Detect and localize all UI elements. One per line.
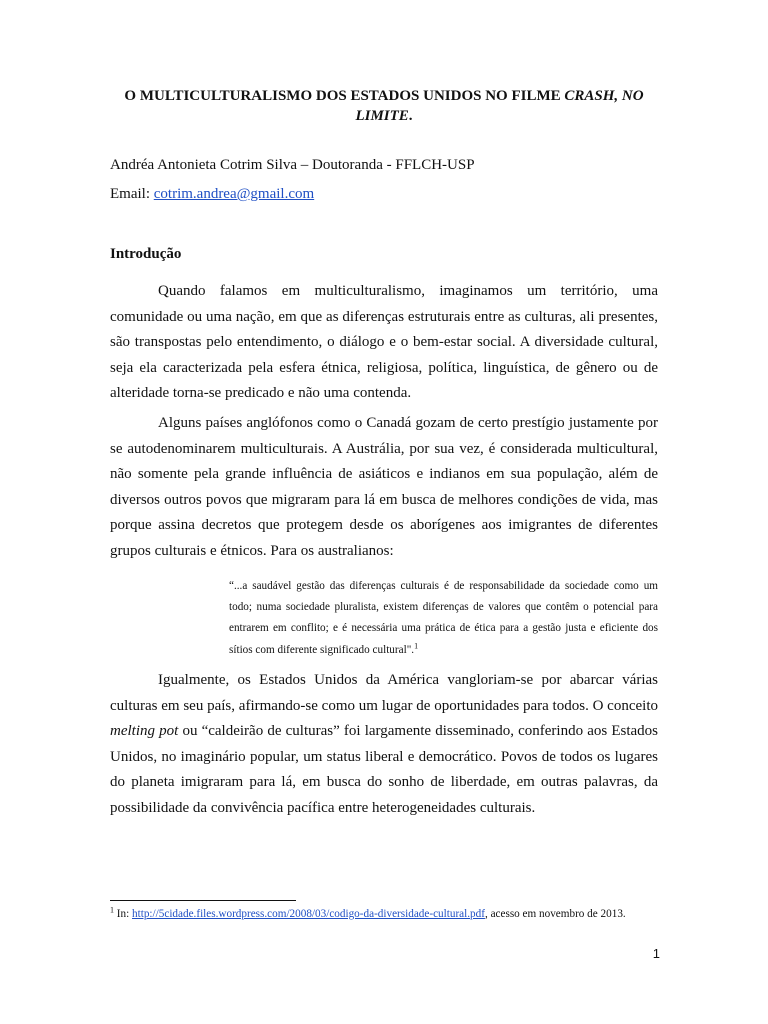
document-title: [110, 86, 658, 126]
quote-footnote-marker[interactable]: 1: [414, 640, 419, 650]
title-period: .: [408, 108, 413, 124]
email-label: Email:: [110, 186, 154, 202]
title-text: O MULTICULTURALISMO DOS ESTADOS UNIDOS NO FILME: [124, 88, 565, 104]
footnote-divider: [110, 900, 296, 901]
page-number: 1: [652, 946, 660, 961]
author-line: Andréa Antonieta Cotrim Silva – Doutoranda - FFLCH-USP: [110, 157, 475, 173]
paragraph-2: Alguns países anglófonos como o Canadá gozam de certo prestígio justamente por se autodenominarem multiculturais. A Austrália, por sua vez, é considerada multicultural, não somente pela grande influência de asiáticos e indianos em sua população, além de diversos outros povos que migraram para lá em busca de melhores condições de vida, mas porque assina decretos que protegem desde os aborígenes aos imigrantes de diferentes grupos culturais e étnicos. Para os australianos:: [110, 415, 658, 559]
title-film-name: CRASH, NO LIMITE: [355, 88, 644, 124]
section-heading: Introdução: [110, 246, 182, 262]
footnote: [110, 907, 658, 922]
footnote-suffix: , acesso em novembro de 2013.: [484, 908, 626, 920]
footnote-prefix: In:: [114, 908, 133, 920]
email-link[interactable]: cotrim.andrea@gmail.com: [153, 186, 315, 202]
paragraph-1: Quando falamos em multiculturalismo, imaginamos um território, uma comunidade ou uma nação, em que as diferenças estruturais entre as culturas, ali presentes, são transpostas pelo entendimento, o diálogo e o bem-estar social. A diversidade cultural, seja ela caracterizada pela esfera étnica, religiosa, política, linguística, de gênero ou de alteridade torna-se predicado e não uma contenda.: [110, 283, 658, 401]
footnote-link[interactable]: http://5cidade.files.wordpress.com/2008/03/codigo-da-diversidade-cultural.pdf: [132, 908, 485, 920]
footnote-marker: 1: [110, 905, 114, 915]
paragraph-3: [110, 668, 658, 821]
quote-text: “...a saudável gestão das diferenças culturais é de responsabilidade da sociedade como um todo; numa sociedade pluralista, existem diferenças de valores que contêm o potencial para entrarem em conflito; e é necessária uma prática de ética para a gestão justa e eficiente dos sítios com diferente significado cultural".: [229, 580, 658, 656]
paragraph-3-text-a: Igualmente, os Estados Unidos da América vangloriam-se por abarcar várias culturas em seu país, afirmando-se como um lugar de oportunidades para todos. O conceito: [110, 672, 658, 714]
paragraph-3-italic-term: melting pot: [110, 723, 179, 739]
paragraph-3-text-b: ou “caldeirão de culturas” foi largamente disseminado, conferindo aos Estados Unidos, no imaginário popular, um status liberal e democrático. Povos de todos os lugares do planeta imigraram para lá, em busca do sonho de liberdade, em outras palavras, da possibilidade da convivência pacífica entre heterogeneidades culturais.: [110, 723, 659, 816]
email-line: [110, 186, 314, 203]
block-quote: [229, 576, 658, 661]
